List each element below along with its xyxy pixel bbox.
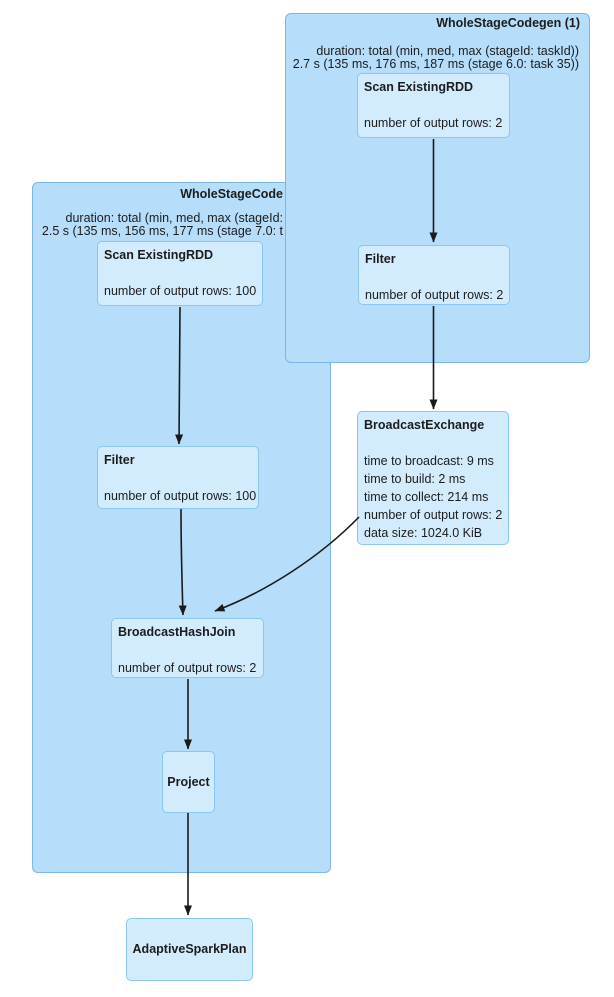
metric-time-to-collect: time to collect: 214 ms [364, 490, 489, 504]
node-title: AdaptiveSparkPlan [132, 942, 247, 956]
duration-line-1: duration: total (min, med, max (stageId: [65, 211, 283, 225]
metric-output-rows: number of output rows: 2 [118, 661, 257, 675]
node-title: BroadcastHashJoin [118, 625, 236, 639]
node-adaptive-spark-plan[interactable] [126, 918, 253, 981]
node-broadcast-exchange[interactable] [357, 411, 509, 545]
node-title: Filter [104, 453, 135, 467]
cluster-wholestagecodegen-2-duration [42, 212, 283, 237]
node-broadcast-hash-join[interactable] [111, 618, 264, 678]
node-title: Filter [365, 252, 396, 266]
node-title: BroadcastExchange [364, 418, 485, 432]
metric-output-rows: number of output rows: 100 [104, 489, 257, 503]
metric-time-to-broadcast: time to broadcast: 9 ms [364, 454, 494, 468]
node-scan-existingrdd-1[interactable] [357, 73, 510, 138]
metric-output-rows: number of output rows: 2 [364, 116, 503, 130]
node-scan-existingrdd-2[interactable] [97, 241, 263, 306]
node-project[interactable] [162, 751, 215, 813]
metric-output-rows: number of output rows: 2 [364, 508, 503, 522]
duration-line-2: 2.5 s (135 ms, 156 ms, 177 ms (stage 7.0: t [41, 223, 283, 238]
metric-data-size: data size: 1024.0 KiB [364, 526, 483, 540]
duration-line-2: 2.7 s (135 ms, 176 ms, 187 ms (stage 6.0: task 35)) [292, 56, 579, 71]
metric-time-to-build: time to build: 2 ms [364, 472, 466, 486]
cluster-wholestagecodegen-1-duration [293, 45, 579, 70]
node-filter-2[interactable] [97, 446, 259, 509]
node-filter-1[interactable] [358, 245, 510, 305]
cluster-wholestagecodegen-1-title: WholeStageCodegen (1) [436, 16, 580, 30]
cluster-wholestagecodegen-2-title: WholeStageCode [180, 187, 283, 201]
metric-output-rows: number of output rows: 100 [104, 284, 257, 298]
node-title: Project [167, 774, 210, 789]
duration-line-1: duration: total (min, med, max (stageId: taskId)) [316, 44, 579, 58]
node-title: Scan ExistingRDD [364, 80, 474, 94]
node-title: Scan ExistingRDD [104, 248, 214, 262]
metric-output-rows: number of output rows: 2 [365, 288, 504, 302]
